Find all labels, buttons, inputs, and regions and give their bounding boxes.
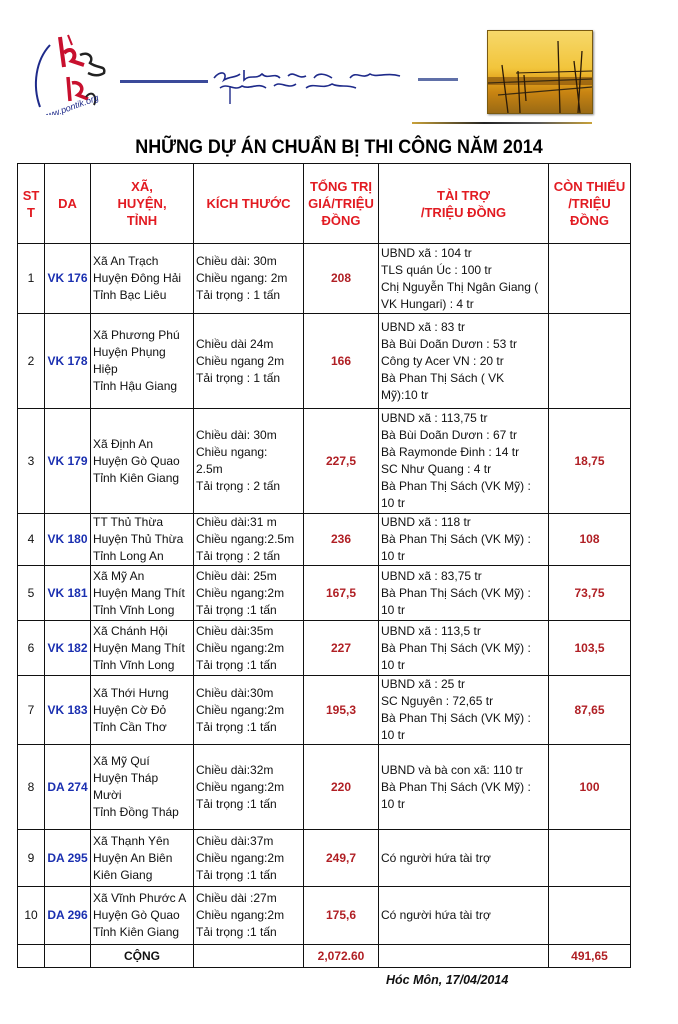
header-line: HUYỆN, (117, 196, 167, 211)
cell-size-line: Chiều dài: 25m (196, 568, 277, 583)
total-value: 2,072.60 (304, 945, 379, 968)
cell-location-line: Mười (93, 788, 122, 802)
page-title: NHỮNG DỰ ÁN CHUẨN BỊ THI CÔNG NĂM 2014 (135, 136, 543, 158)
cell-funding (379, 621, 549, 676)
cell-stt: 2 (18, 314, 45, 409)
cell-location (91, 676, 194, 745)
cell-funding (379, 566, 549, 621)
table-header-row (18, 164, 631, 244)
cell-size-line: Chiều ngang:2m (196, 850, 285, 865)
cell-funding-line: 10 tr (381, 657, 406, 672)
cell-funding (379, 244, 549, 314)
cell-size (194, 244, 304, 314)
cell-location-line: Kiên Giang (93, 867, 153, 882)
cell-location-line: Xã Thạnh Yên (93, 833, 170, 848)
cell-project-code: VK 183 (45, 676, 91, 745)
decorative-line (120, 80, 208, 83)
cell-location (91, 244, 194, 314)
header-line: TỈNH (126, 213, 158, 228)
cell-size-line: Chiều ngang:2m (196, 585, 285, 600)
cell-funding-line: VK Hungari) : 4 tr (381, 296, 474, 311)
cell-size-line: Chiều dài: 30m (196, 254, 277, 268)
cell-location-line: Huyện Mang Thít (93, 585, 185, 600)
cell-location-line: Tỉnh Kiên Giang (93, 470, 180, 485)
cell-funding (379, 887, 549, 945)
place-date: Hóc Môn, 17/04/2014 (386, 973, 509, 987)
cell-size-line: Chiều ngang:2.5m (196, 532, 295, 546)
header-line: /TRIỆU ĐỒNG (420, 204, 507, 220)
cell-total-value: 195,3 (304, 676, 379, 745)
table-row (18, 409, 631, 514)
cell-location (91, 409, 194, 514)
cell-stt: 9 (18, 830, 45, 887)
cell-size-line: Chiều ngang:2m (196, 779, 285, 794)
cell-funding-line: Bà Phan Thị Sách (VK Mỹ) : (381, 779, 531, 794)
table-row (18, 566, 631, 621)
cell-funding (379, 676, 549, 745)
table-row (18, 314, 631, 409)
header-location (91, 164, 194, 244)
cell-location (91, 887, 194, 945)
cell-location (91, 514, 194, 566)
cell-funding-line: SC Như Quang : 4 tr (381, 462, 492, 476)
total-row (18, 945, 631, 968)
cell-location (91, 566, 194, 621)
cell-funding-line: UBND xã : 83 tr (381, 319, 466, 334)
cell-funding-line: Bà Raymonde Đinh : 14 tr (381, 445, 520, 459)
cell-funding-line: Mỹ):10 tr (381, 387, 429, 402)
cell-funding-line: Bà Phan Thị Sách (VK Mỹ) : (381, 532, 531, 546)
cell-total-value: 227,5 (304, 409, 379, 514)
cell-funding-line: UBND xã : 118 tr (381, 515, 471, 529)
cell-funding-line: UBND xã : 113,5 tr (381, 623, 481, 638)
table-row (18, 514, 631, 566)
cell-total-value: 236 (304, 514, 379, 566)
cell-size-line: Chiều dài:35m (196, 623, 274, 638)
cell-location-line: Tỉnh Bạc Liêu (93, 288, 167, 302)
header-line: CÒN THIẾU (553, 179, 626, 194)
cell-funding (379, 514, 549, 566)
cell-size (194, 830, 304, 887)
cell-stt: 6 (18, 621, 45, 676)
cell-remaining: 103,5 (549, 621, 631, 676)
cell-size-line: Chiều dài 24m (196, 336, 274, 351)
cell-location-line: Xã Chánh Hội (93, 623, 168, 638)
cell-size-line: Chiều ngang: 2m (196, 271, 288, 285)
decorative-rule (412, 122, 592, 124)
header-line: GIÁ/TRIỆU (308, 196, 374, 211)
cell-funding-line: Bà Phan Thị Sách (VK Mỹ) : (381, 585, 531, 600)
cell-stt: 5 (18, 566, 45, 621)
cell-size-line: Chiều dài:32m (196, 762, 274, 777)
cell-funding-line: 10 tr (381, 728, 406, 742)
cell-funding-line: Bà Phan Thị Sách (VK Mỹ) : (381, 640, 531, 655)
header-photo (487, 30, 593, 114)
header-line: ĐỒNG (570, 213, 609, 228)
cell-size-line: Chiều dài:37m (196, 833, 274, 848)
header-size (194, 164, 304, 244)
cell-location-line: Tỉnh Kiên Giang (93, 925, 180, 939)
total-empty-size (194, 945, 304, 968)
header-line: TỔNG TRỊ (309, 179, 373, 194)
cell-location-line: Xã Vĩnh Phước A (93, 891, 187, 905)
header-line: TÀI TRỢ (437, 187, 490, 203)
cell-funding-line: Bà Phan Thị Sách (VK Mỹ) : (381, 711, 531, 725)
cell-funding-line: UBND xã : 83,75 tr (381, 568, 482, 583)
cell-funding (379, 745, 549, 830)
decorative-line (418, 78, 458, 81)
total-empty-stt (18, 945, 45, 968)
cell-size-line: Chiều ngang: (196, 445, 268, 459)
cell-location-line: Huyện An Biên (93, 850, 173, 865)
cell-funding-line: Bà Bùi Doãn Dươn : 53 tr (381, 336, 517, 351)
cell-size-line: Chiều ngang:2m (196, 702, 285, 717)
cell-location-line: Hiệp (93, 362, 118, 376)
signature-script (210, 66, 415, 106)
cell-size-line: Tải trọng : 1 tấn (196, 288, 281, 302)
header-line: T (27, 204, 35, 220)
cell-size-line: Chiều ngang:2m (196, 640, 285, 655)
header-line: XÃ, (131, 179, 153, 194)
cell-location-line: Tỉnh Long An (93, 549, 164, 563)
cell-funding-line: Bà Bùi Doãn Dươn : 67 tr (381, 428, 517, 442)
cell-funding-line: SC Nguyên : 72,65 tr (381, 694, 494, 708)
cell-size-line: Chiều dài:31 m (196, 515, 277, 529)
header-da (45, 164, 91, 244)
cell-location-line: Huyện Đông Hải (93, 271, 182, 285)
table-row (18, 676, 631, 745)
cell-location-line: Xã Phương Phú (93, 328, 180, 342)
cell-location-line: Tỉnh Cần Thơ (93, 719, 167, 734)
logo (28, 25, 123, 115)
cell-location-line: Huyện Thủ Thừa (93, 532, 184, 546)
table-row (18, 621, 631, 676)
cell-funding-line: 10 tr (381, 549, 406, 563)
cell-remaining: 108 (549, 514, 631, 566)
header-line: ST (22, 187, 40, 203)
cell-total-value: 227 (304, 621, 379, 676)
cell-funding-line: Chị Nguyễn Thị Ngân Giang ( (381, 279, 539, 294)
cell-funding-line: 10 tr (381, 602, 406, 617)
total-empty-funding (379, 945, 549, 968)
cell-size (194, 514, 304, 566)
cell-funding-line: UBND xã : 104 tr (381, 245, 472, 260)
cell-size (194, 745, 304, 830)
cell-project-code: VK 180 (45, 514, 91, 566)
cell-stt: 10 (18, 887, 45, 945)
cell-funding-line: UBND xã : 25 tr (381, 677, 466, 691)
cell-total-value: 175,6 (304, 887, 379, 945)
projects-table (17, 163, 631, 968)
cell-location-line: Tỉnh Vĩnh Long (93, 657, 175, 672)
header-remaining (549, 164, 631, 244)
cell-stt: 4 (18, 514, 45, 566)
header-line: /TRIỆU (568, 196, 611, 211)
cell-remaining (549, 887, 631, 945)
cell-total-value: 249,7 (304, 830, 379, 887)
cell-size-line: Tải trọng :1 tấn (196, 796, 277, 811)
cell-funding-line: Bà Phan Thị Sách (VK Mỹ) : (381, 479, 531, 493)
cell-remaining: 100 (549, 745, 631, 830)
table-row (18, 745, 631, 830)
table-row (18, 244, 631, 314)
cell-size-line: 2.5m (196, 462, 223, 476)
cell-size-line: Tải trọng :1 tấn (196, 602, 277, 617)
cell-remaining: 18,75 (549, 409, 631, 514)
cell-size-line: Tải trọng : 2 tấn (196, 549, 281, 563)
cell-location-line: Huyện Gò Quao (93, 453, 180, 468)
cell-size-line: Tải trọng :1 tấn (196, 657, 277, 672)
header-line: ĐỒNG (321, 213, 361, 228)
cell-location-line: Xã Thới Hưng (93, 685, 169, 700)
cell-total-value: 167,5 (304, 566, 379, 621)
total-label: CỘNG (91, 945, 194, 968)
cell-funding-line: Có người hứa tài trợ (381, 850, 491, 865)
header-funding (379, 164, 549, 244)
cell-size-line: Tải trọng :1 tấn (196, 867, 277, 882)
cell-location (91, 830, 194, 887)
cell-size (194, 621, 304, 676)
cell-funding (379, 314, 549, 409)
svg-text:www.pontik.org: www.pontik.org (39, 92, 100, 115)
cell-funding-line: 10 tr (381, 496, 406, 510)
cell-location-line: Xã An Trạch (93, 254, 159, 268)
cell-remaining (549, 314, 631, 409)
cell-project-code: DA 296 (45, 887, 91, 945)
cell-size-line: Tải trọng : 2 tấn (196, 479, 281, 493)
cell-location-line: Tỉnh Vĩnh Long (93, 602, 175, 617)
cell-size-line: Tải trọng :1 tấn (196, 925, 277, 939)
cell-funding (379, 830, 549, 887)
cell-location-line: Huyện Mang Thít (93, 640, 185, 655)
cell-funding-line: UBND và bà con xã: 110 tr (381, 762, 523, 777)
cell-location-line: Tỉnh Đồng Tháp (93, 805, 179, 819)
cell-project-code: VK 181 (45, 566, 91, 621)
cell-project-code: VK 179 (45, 409, 91, 514)
cell-funding-line: Có người hứa tài trợ (381, 908, 491, 922)
cell-remaining: 87,65 (549, 676, 631, 745)
cell-location (91, 314, 194, 409)
cell-project-code: DA 274 (45, 745, 91, 830)
cell-total-value: 220 (304, 745, 379, 830)
cell-location-line: Huyện Phụng (93, 345, 166, 359)
cell-funding (379, 409, 549, 514)
cell-size-line: Tải trọng : 1 tấn (196, 370, 281, 385)
cell-project-code: VK 182 (45, 621, 91, 676)
cell-project-code: VK 178 (45, 314, 91, 409)
cell-location-line: Xã Định An (93, 436, 154, 451)
cell-funding-line: TLS quán Úc : 100 tr (381, 262, 492, 277)
cell-size (194, 409, 304, 514)
cell-size-line: Chiều dài :27m (196, 891, 277, 905)
header-total (304, 164, 379, 244)
cell-size (194, 314, 304, 409)
cell-size-line: Chiều dài: 30m (196, 428, 277, 442)
total-remaining: 491,65 (549, 945, 631, 968)
total-empty-da (45, 945, 91, 968)
cell-stt: 1 (18, 244, 45, 314)
cell-size-line: Tải trọng :1 tấn (196, 719, 277, 734)
cell-location-line: Huyện Cờ Đỏ (93, 702, 167, 717)
cell-location-line: Xã Mỹ An (93, 568, 145, 583)
cell-location-line: Huyện Tháp (93, 771, 159, 785)
cell-location-line: Xã Mỹ Quí (93, 754, 150, 768)
cell-size-line: Chiều dài:30m (196, 685, 274, 700)
cell-size (194, 676, 304, 745)
cell-funding-line: 10 tr (381, 796, 406, 811)
cell-total-value: 166 (304, 314, 379, 409)
cell-location (91, 745, 194, 830)
cell-funding-line: Bà Phan Thị Sách ( VK (381, 370, 505, 385)
cell-location-line: Huyện Gò Quao (93, 908, 180, 922)
cell-location (91, 621, 194, 676)
cell-size-line: Chiều ngang:2m (196, 908, 285, 922)
cell-size (194, 887, 304, 945)
table-row (18, 830, 631, 887)
cell-stt: 3 (18, 409, 45, 514)
table-row (18, 887, 631, 945)
cell-funding-line: UBND xã : 113,75 tr (381, 411, 488, 425)
header-line: DA (58, 196, 77, 211)
cell-stt: 8 (18, 745, 45, 830)
cell-size (194, 566, 304, 621)
cell-location-line: TT Thủ Thừa (93, 515, 164, 529)
cell-project-code: VK 176 (45, 244, 91, 314)
cell-total-value: 208 (304, 244, 379, 314)
cell-remaining (549, 244, 631, 314)
cell-project-code: DA 295 (45, 830, 91, 887)
header-line: KÍCH THƯỚC (206, 196, 291, 211)
cell-remaining (549, 830, 631, 887)
cell-size-line: Chiều ngang 2m (196, 353, 285, 368)
header-stt (18, 164, 45, 244)
cell-stt: 7 (18, 676, 45, 745)
cell-remaining: 73,75 (549, 566, 631, 621)
cell-location-line: Tỉnh Hậu Giang (93, 379, 178, 393)
cell-funding-line: Công ty Acer VN : 20 tr (381, 353, 504, 368)
